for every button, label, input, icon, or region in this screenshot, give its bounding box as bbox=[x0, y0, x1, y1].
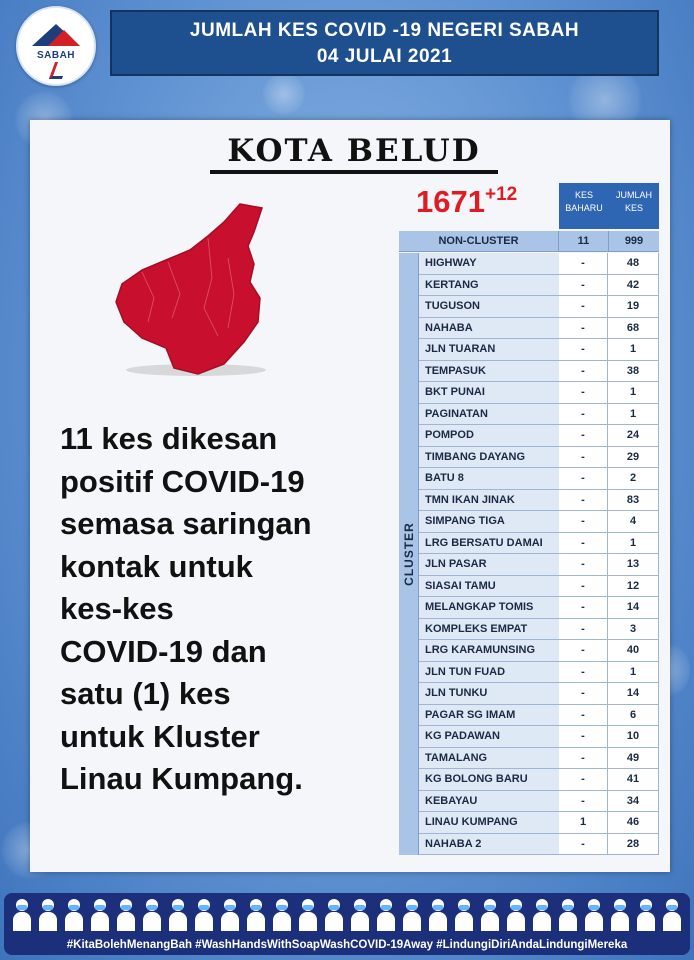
frontliner-figure-icon bbox=[636, 897, 656, 931]
frontliner-figure-icon bbox=[662, 897, 682, 931]
cluster-total-cases: 68 bbox=[608, 318, 659, 340]
cluster-total-cases: 2 bbox=[608, 468, 659, 490]
table-row bbox=[399, 576, 659, 598]
cluster-total-cases: 1 bbox=[608, 382, 659, 404]
cluster-total-cases: 6 bbox=[608, 705, 659, 727]
description-line: COVID-19 dan bbox=[60, 633, 267, 669]
cluster-total-cases: 83 bbox=[608, 490, 659, 512]
cluster-total-cases: 19 bbox=[608, 296, 659, 318]
table-row bbox=[399, 640, 659, 662]
cluster-name: KERTANG bbox=[419, 275, 608, 297]
cluster-new-cases: - bbox=[559, 619, 608, 641]
frontliner-figure-icon bbox=[532, 897, 552, 931]
frontliner-figure-icon bbox=[584, 897, 604, 931]
table-row bbox=[399, 683, 659, 705]
cluster-name: POMPOD bbox=[419, 425, 608, 447]
description-line: satu (1) kes bbox=[60, 676, 231, 711]
non-cluster-total: 999 bbox=[608, 231, 659, 252]
frontliner-figure-icon bbox=[454, 897, 474, 931]
table-row bbox=[399, 361, 659, 383]
table-row bbox=[399, 533, 659, 555]
frontliner-figure-icon bbox=[506, 897, 526, 931]
table-row bbox=[399, 597, 659, 619]
cluster-name: MELANGKAP TOMIS bbox=[419, 597, 608, 619]
cluster-new-cases: - bbox=[559, 468, 608, 490]
table-row bbox=[399, 468, 659, 490]
non-cluster-name: NON-CLUSTER bbox=[399, 231, 558, 252]
page-header bbox=[110, 10, 659, 76]
table-row bbox=[399, 447, 659, 469]
new-cases-number: +12 bbox=[484, 184, 518, 205]
cluster-name: KOMPLEKS EMPAT bbox=[419, 619, 608, 641]
table-row bbox=[399, 404, 659, 426]
cluster-new-cases: - bbox=[559, 296, 608, 318]
cluster-name: BATU 8 bbox=[419, 468, 608, 490]
description-line: kes-kes bbox=[60, 591, 174, 626]
cluster-new-cases: - bbox=[559, 511, 608, 533]
description-line: Linau Kumpang. bbox=[60, 761, 303, 796]
cluster-name: KEBAYAU bbox=[419, 791, 608, 813]
frontliner-figure-icon bbox=[194, 897, 214, 931]
cluster-total-cases: 13 bbox=[608, 554, 659, 576]
cluster-new-cases: - bbox=[559, 662, 608, 684]
cluster-name: TAMALANG bbox=[419, 748, 608, 770]
frontliner-figure-icon bbox=[142, 897, 162, 931]
frontliner-figure-icon bbox=[428, 897, 448, 931]
cluster-total-cases: 3 bbox=[608, 619, 659, 641]
cluster-total-cases: 14 bbox=[608, 597, 659, 619]
frontliner-figure-icon bbox=[610, 897, 630, 931]
cluster-name: NAHABA 2 bbox=[419, 834, 608, 856]
cluster-total-cases: 38 bbox=[608, 361, 659, 383]
col-head-new: KES BAHARU bbox=[559, 183, 609, 229]
cluster-name: JLN TUN FUAD bbox=[419, 662, 608, 684]
table-row bbox=[399, 425, 659, 447]
frontliner-figure-icon bbox=[272, 897, 292, 931]
table-row bbox=[399, 812, 659, 834]
cluster-name: TIMBANG DAYANG bbox=[419, 447, 608, 469]
cluster-total-cases: 34 bbox=[608, 791, 659, 813]
cluster-total-cases: 29 bbox=[608, 447, 659, 469]
frontliner-figure-icon bbox=[90, 897, 110, 931]
cluster-total-cases: 1 bbox=[608, 533, 659, 555]
total-cases-number: 1671 bbox=[416, 184, 485, 219]
cluster-name: TEMPASUK bbox=[419, 361, 608, 383]
cluster-total-cases: 1 bbox=[608, 339, 659, 361]
frontliner-figure-icon bbox=[168, 897, 188, 931]
cluster-new-cases: - bbox=[559, 554, 608, 576]
cluster-new-cases: - bbox=[559, 834, 608, 856]
cluster-new-cases: - bbox=[559, 533, 608, 555]
cluster-new-cases: - bbox=[559, 597, 608, 619]
frontliner-figures-icon bbox=[12, 897, 682, 931]
cluster-total-cases: 1 bbox=[608, 662, 659, 684]
virus-decoration-icon bbox=[262, 72, 306, 116]
table-row-non-cluster bbox=[399, 231, 659, 252]
description-line: untuk Kluster bbox=[60, 718, 260, 754]
case-description bbox=[60, 418, 400, 801]
cluster-name: TMN IKAN JINAK bbox=[419, 490, 608, 512]
cluster-new-cases: - bbox=[559, 748, 608, 770]
cluster-name: SIMPANG TIGA bbox=[419, 511, 608, 533]
cluster-total-cases: 28 bbox=[608, 834, 659, 856]
non-cluster-new: 11 bbox=[558, 231, 608, 252]
cluster-name: JLN TUNKU bbox=[419, 683, 608, 705]
cluster-new-cases: - bbox=[559, 275, 608, 297]
cluster-name: KG BOLONG BARU bbox=[419, 769, 608, 791]
cluster-new-cases: - bbox=[559, 490, 608, 512]
cluster-new-cases: - bbox=[559, 425, 608, 447]
cluster-total-cases: 48 bbox=[608, 253, 659, 275]
footer-banner bbox=[4, 893, 690, 955]
header-title: JUMLAH KES COVID -19 NEGERI SABAH bbox=[189, 20, 580, 41]
cluster-new-cases: - bbox=[559, 576, 608, 598]
cluster-name: PAGAR SG IMAM bbox=[419, 705, 608, 727]
district-title: KOTA BELUD bbox=[210, 133, 498, 174]
frontliner-figure-icon bbox=[350, 897, 370, 931]
table-row bbox=[399, 554, 659, 576]
footer-hashtags: #KitaBolehMenangBah #WashHandsWithSoapWashCOVID-19Away #LindungiDiriAndaLindungiMereka bbox=[66, 939, 628, 951]
cluster-new-cases: - bbox=[559, 447, 608, 469]
cluster-total-cases: 14 bbox=[608, 683, 659, 705]
cluster-name: LRG BERSATU DAMAI bbox=[419, 533, 608, 555]
cluster-new-cases: - bbox=[559, 382, 608, 404]
cluster-name: PAGINATAN bbox=[419, 404, 608, 426]
logo-text: SABAH bbox=[36, 50, 76, 61]
cluster-total-cases: 4 bbox=[608, 511, 659, 533]
frontliner-figure-icon bbox=[246, 897, 266, 931]
cluster-new-cases: - bbox=[559, 769, 608, 791]
cluster-total-cases: 42 bbox=[608, 275, 659, 297]
table-row bbox=[399, 339, 659, 361]
table-row bbox=[399, 769, 659, 791]
cluster-total-cases: 46 bbox=[608, 812, 659, 834]
frontliner-figure-icon bbox=[64, 897, 84, 931]
cluster-new-cases: - bbox=[559, 791, 608, 813]
table-row bbox=[399, 382, 659, 404]
district-map-icon bbox=[108, 198, 268, 378]
table-row bbox=[399, 662, 659, 684]
col-head-total: JUMLAH KES bbox=[609, 183, 659, 229]
cluster-total-cases: 41 bbox=[608, 769, 659, 791]
cluster-new-cases: 1 bbox=[559, 812, 608, 834]
total-cases bbox=[416, 184, 517, 220]
table-row bbox=[399, 511, 659, 533]
table-row bbox=[399, 296, 659, 318]
cluster-total-cases: 1 bbox=[608, 404, 659, 426]
cluster-label: CLUSTER bbox=[401, 522, 416, 586]
table-row bbox=[399, 253, 659, 275]
cluster-total-cases: 40 bbox=[608, 640, 659, 662]
table-row bbox=[399, 318, 659, 340]
frontliner-figure-icon bbox=[298, 897, 318, 931]
frontliner-figure-icon bbox=[220, 897, 240, 931]
frontliner-figure-icon bbox=[38, 897, 58, 931]
cluster-name: JLN PASAR bbox=[419, 554, 608, 576]
header-date: 04 JULAI 2021 bbox=[316, 46, 453, 67]
description-line: positif COVID-19 bbox=[60, 463, 305, 499]
table-row bbox=[399, 275, 659, 297]
cluster-name: LINAU KUMPANG bbox=[419, 812, 608, 834]
table-row bbox=[399, 490, 659, 512]
description-line: 11 kes dikesan bbox=[60, 421, 278, 456]
cluster-name: HIGHWAY bbox=[419, 253, 608, 275]
cluster-total-cases: 12 bbox=[608, 576, 659, 598]
frontliner-figure-icon bbox=[480, 897, 500, 931]
description-line: semasa saringan bbox=[60, 506, 312, 541]
sabah-logo-icon bbox=[16, 6, 96, 86]
cluster-name: NAHABA bbox=[419, 318, 608, 340]
table-row bbox=[399, 619, 659, 641]
table-row bbox=[399, 791, 659, 813]
frontliner-figure-icon bbox=[12, 897, 32, 931]
cluster-new-cases: - bbox=[559, 683, 608, 705]
table-row bbox=[399, 705, 659, 727]
table-row bbox=[399, 748, 659, 770]
cluster-name: LRG KARAMUNSING bbox=[419, 640, 608, 662]
cluster-total-cases: 49 bbox=[608, 748, 659, 770]
cluster-new-cases: - bbox=[559, 361, 608, 383]
cluster-new-cases: - bbox=[559, 339, 608, 361]
cluster-name: BKT PUNAI bbox=[419, 382, 608, 404]
cluster-new-cases: - bbox=[559, 705, 608, 727]
frontliner-figure-icon bbox=[376, 897, 396, 931]
frontliner-figure-icon bbox=[402, 897, 422, 931]
description-line: kontak untuk bbox=[60, 548, 253, 584]
cluster-name: KG PADAWAN bbox=[419, 726, 608, 748]
cluster-new-cases: - bbox=[559, 726, 608, 748]
cluster-total-cases: 10 bbox=[608, 726, 659, 748]
cluster-new-cases: - bbox=[559, 640, 608, 662]
table-row bbox=[399, 834, 659, 856]
cluster-name: SIASAI TAMU bbox=[419, 576, 608, 598]
frontliner-figure-icon bbox=[558, 897, 578, 931]
cluster-new-cases: - bbox=[559, 318, 608, 340]
cluster-new-cases: - bbox=[559, 253, 608, 275]
cluster-total-cases: 24 bbox=[608, 425, 659, 447]
table-row bbox=[399, 726, 659, 748]
cluster-new-cases: - bbox=[559, 404, 608, 426]
frontliner-figure-icon bbox=[116, 897, 136, 931]
cluster-name: JLN TUARAN bbox=[419, 339, 608, 361]
frontliner-figure-icon bbox=[324, 897, 344, 931]
cluster-name: TUGUSON bbox=[419, 296, 608, 318]
